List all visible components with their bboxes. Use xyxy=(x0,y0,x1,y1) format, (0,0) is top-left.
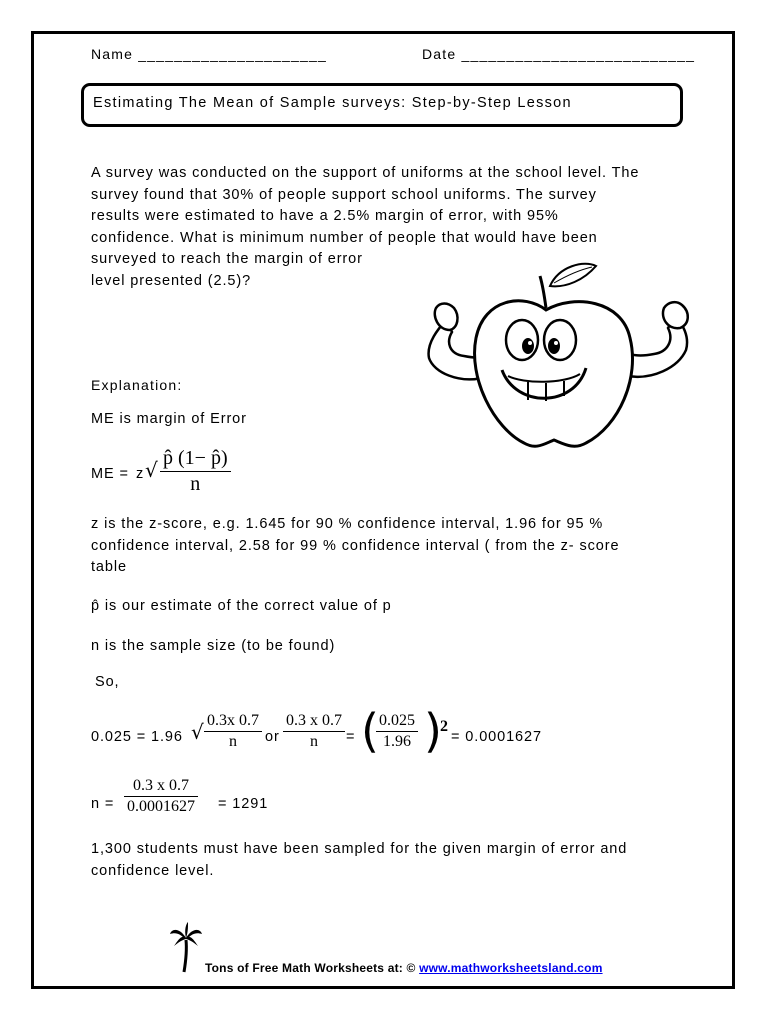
problem-line: surveyed to reach the margin of error xyxy=(91,251,363,267)
sqrt-numerator: 0.3x 0.7 xyxy=(207,712,259,729)
so-text: So, xyxy=(95,674,120,690)
z-line: table xyxy=(91,559,127,575)
equation1-result: = 0.0001627 xyxy=(451,729,542,745)
equation2-fraction xyxy=(124,777,198,816)
problem-line: A survey was conducted on the support of uniforms at the school level. The xyxy=(91,165,640,181)
fraction-bar xyxy=(204,731,262,732)
equation2-lhs: n = xyxy=(91,796,115,812)
fraction-bar xyxy=(160,471,231,472)
sqrt-symbol: √ xyxy=(145,458,158,482)
equation1-lhs: 0.025 = 1.96 xyxy=(91,729,183,745)
footer-text: Tons of Free Math Worksheets at: © xyxy=(205,961,420,975)
problem-line: level presented (2.5)? xyxy=(91,272,252,289)
title-box xyxy=(81,83,683,127)
fraction-bar xyxy=(124,796,198,797)
or-text: or xyxy=(265,729,280,745)
name-line: _____________________ xyxy=(138,46,327,62)
me-denominator: n xyxy=(190,473,201,495)
fraction-numerator: 0.3 x 0.7 xyxy=(286,712,342,729)
palm-tree-icon xyxy=(170,922,202,974)
n-definition: n is the sample size (to be found) xyxy=(91,638,336,654)
left-paren: ( xyxy=(361,704,379,758)
equation1-sqrt-fraction xyxy=(204,712,262,751)
sqrt-denominator: n xyxy=(229,733,237,750)
conclusion-line: 1,300 students must have been sampled for the given margin of error and xyxy=(91,841,628,857)
paren-denominator: 1.96 xyxy=(383,733,411,750)
fraction-bar xyxy=(283,731,345,732)
date-line: __________________________ xyxy=(461,46,696,62)
page-title: Estimating The Mean of Sample surveys: Step-by-Step Lesson xyxy=(93,95,572,111)
date-field xyxy=(422,46,695,62)
problem-line: results were estimated to have a 2.5% margin of error, with 95% xyxy=(91,208,559,224)
footer-credit xyxy=(205,961,603,975)
fraction-denominator: n xyxy=(310,733,318,750)
fraction-bar xyxy=(376,731,418,732)
conclusion-text xyxy=(91,839,627,882)
me-formula-z: z xyxy=(136,466,145,482)
equation2-result: = 1291 xyxy=(218,796,269,812)
conclusion-line: confidence level. xyxy=(91,862,215,879)
sqrt-symbol: √ xyxy=(191,720,204,744)
problem-line: confidence. What is minimum number of people that would have been xyxy=(91,229,598,246)
me-formula-label: ME = xyxy=(91,466,129,482)
flexing-apple-icon xyxy=(424,258,704,453)
equation2-numerator: 0.3 x 0.7 xyxy=(133,777,189,794)
date-label: Date xyxy=(422,46,457,62)
footer-link[interactable]: www.mathworksheetsland.com xyxy=(419,961,603,975)
z-score-text xyxy=(91,514,619,579)
problem-line: survey found that 30% of people support school uniforms. The survey xyxy=(91,186,597,203)
p-hat-definition: p̂ is our estimate of the correct value of p xyxy=(91,598,392,614)
me-fraction xyxy=(160,447,231,496)
me-definition: ME is margin of Error xyxy=(91,411,247,427)
exponent: 2 xyxy=(440,718,448,735)
equation1-fraction xyxy=(283,712,345,751)
name-field xyxy=(91,46,327,62)
equation2-denominator: 0.0001627 xyxy=(127,798,195,815)
equation1-paren-fraction xyxy=(376,712,418,751)
right-paren: ) xyxy=(424,704,442,758)
explanation-heading: Explanation: xyxy=(91,377,183,393)
name-label: Name xyxy=(91,46,134,62)
z-line: z is the z-score, e.g. 1.645 for 90 % confidence interval, 1.96 for 95 % xyxy=(91,516,604,532)
z-line: confidence interval, 2.58 for 99 % confidence interval ( from the z- score xyxy=(91,537,620,554)
equals-sign: = xyxy=(346,729,356,745)
paren-numerator: 0.025 xyxy=(379,712,415,729)
me-numerator: p̂ (1− p̂) xyxy=(163,447,228,469)
